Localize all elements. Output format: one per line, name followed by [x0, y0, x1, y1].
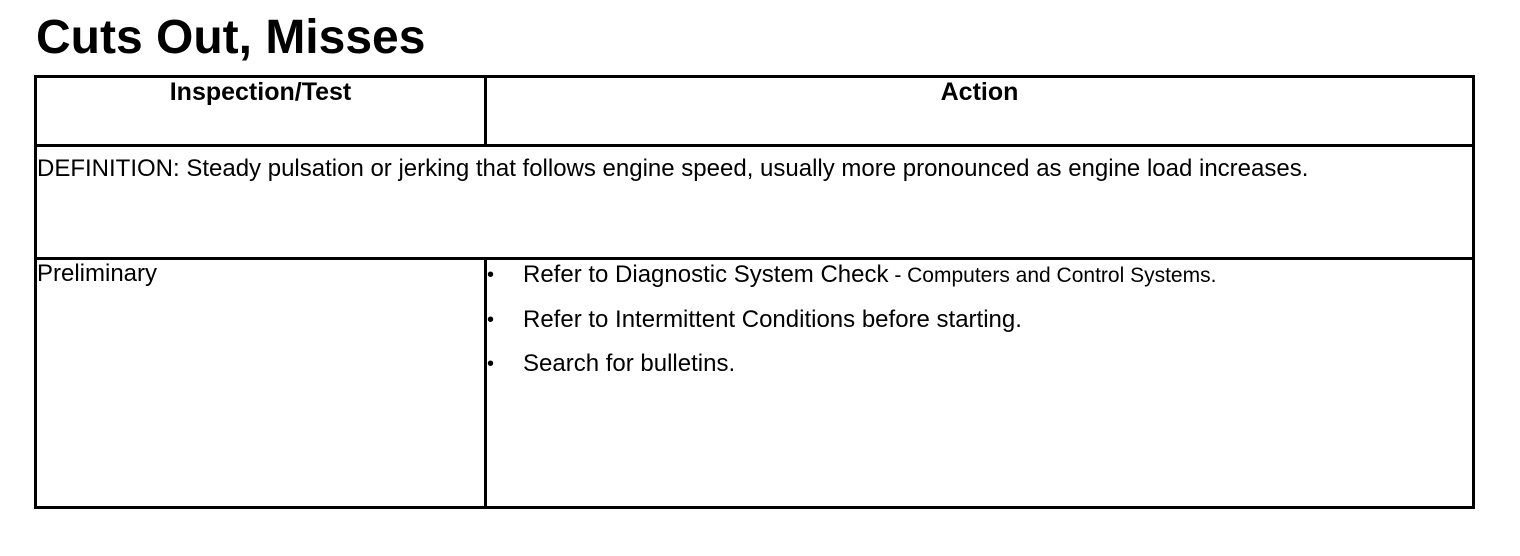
definition-text: DEFINITION: Steady pulsation or jerking that follows engine speed, usually more pronounced as engine load increases. — [37, 155, 1309, 182]
action-item-text: Refer to Intermittent Conditions before starting. — [523, 306, 1022, 333]
action-item — [487, 349, 1472, 379]
definition-row — [36, 146, 1474, 259]
action-item — [487, 305, 1472, 335]
table-row — [36, 259, 1474, 508]
page-title: Cuts Out, Misses — [36, 11, 426, 64]
header-inspection-test: Inspection/Test — [36, 77, 486, 146]
action-item-suffix: - Computers and Control Systems. — [888, 264, 1217, 287]
bullet-icon: • — [487, 309, 495, 331]
bullet-icon: • — [487, 264, 495, 286]
action-item-text: Search for bulletins. — [523, 350, 736, 377]
definition-cell — [36, 146, 1474, 259]
action-cell — [486, 259, 1474, 508]
table-header-row — [36, 77, 1474, 146]
action-item — [487, 260, 1472, 291]
action-list — [487, 260, 1472, 379]
bullet-icon: • — [487, 353, 495, 375]
diagnostic-table — [34, 75, 1475, 509]
header-action: Action — [486, 77, 1474, 146]
action-item-text: Refer to Diagnostic System Check — [523, 261, 889, 288]
inspection-cell: Preliminary — [36, 259, 486, 508]
